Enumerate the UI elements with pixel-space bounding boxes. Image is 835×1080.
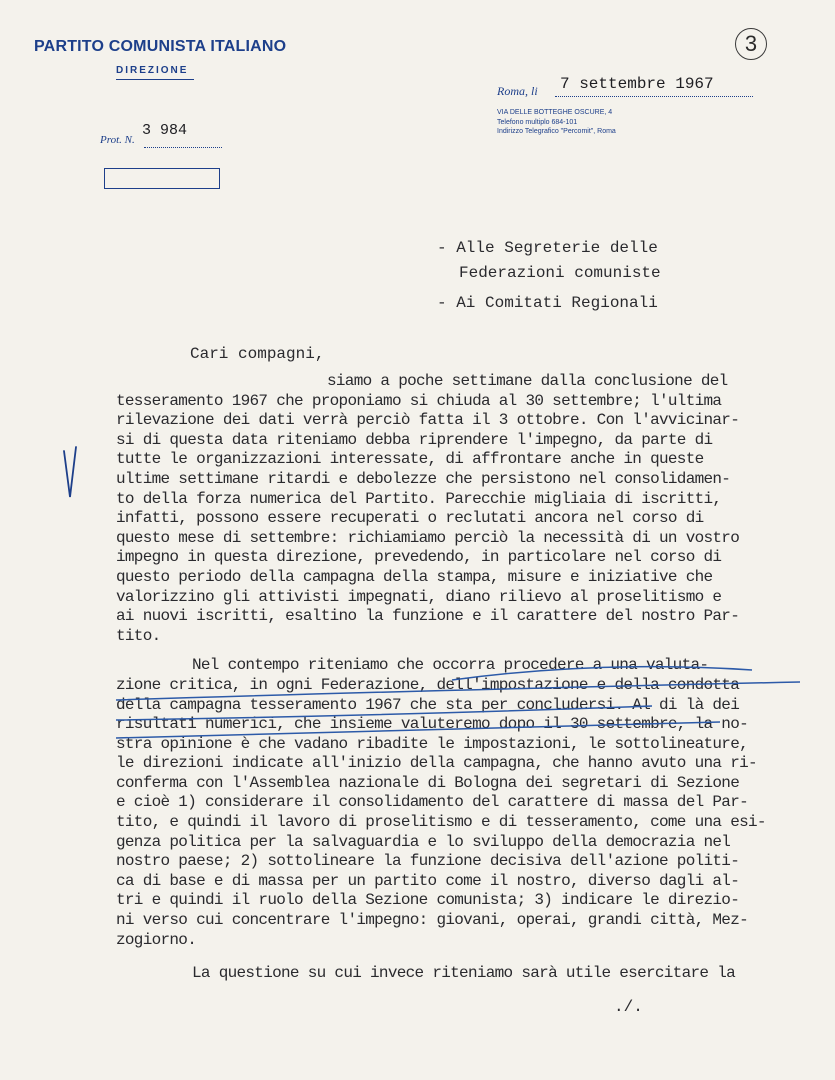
protocol-number: 3 984: [142, 122, 188, 139]
body-line: genza politica per la salvaguardia e lo sviluppo della democrazia nel: [116, 832, 731, 851]
body-line: tito.: [116, 626, 161, 645]
recipient-line: - Alle Segreterie delle: [437, 239, 658, 257]
party-name: PARTITO COMUNISTA ITALIANO: [34, 38, 287, 55]
reference-box: [104, 168, 220, 189]
body-line: zione critica, in ogni Federazione, dell'impostazione e della condotta: [116, 675, 740, 694]
body-line: tesseramento 1967 che proponiamo si chiuda al 30 settembre; l'ultima: [116, 391, 722, 410]
date-prefix: Roma, li: [497, 84, 538, 98]
continuation-mark: ./.: [614, 998, 643, 1016]
body-line: Nel contempo riteniamo che occorra procedere a una valuta-: [192, 656, 709, 675]
body-line: le direzioni indicate all'inizio della campagna, che hanno avuto una ri-: [116, 754, 757, 773]
body-line: to della forza numerica del Partito. Parecchie migliaia di iscritti,: [116, 489, 722, 508]
date-dotted-rule: [555, 96, 753, 97]
body-line: valorizzino gli attivisti impegnati, diano rilievo al proselitismo e: [116, 587, 722, 606]
salutation: Cari compagni,: [190, 345, 325, 363]
address-line: VIA DELLE BOTTEGHE OSCURE, 4: [497, 109, 613, 116]
body-line: siamo a poche settimane dalla conclusione del: [327, 372, 728, 390]
body-line: zogiorno.: [116, 930, 197, 949]
recipient-line: - Ai Comitati Regionali: [437, 294, 658, 312]
body-line: e cioè 1) considerare il consolidamento del carattere di massa del Par-: [116, 793, 749, 812]
body-line: tri e quindi il ruolo della Sezione comunista; 3) indicare le direzio-: [116, 891, 740, 910]
body-line: conferma con l'Assemblea nazionale di Bologna dei segretari di Sezione: [116, 773, 740, 792]
address-line: Indirizzo Telegrafico "Percomit", Roma: [497, 128, 616, 135]
protocol-label: Prot. N.: [100, 134, 135, 146]
page-stamp-number: 3: [735, 28, 767, 60]
body-line: infatti, possono essere recuperati o reclutati ancora nel corso di: [116, 509, 704, 528]
body-line: ultime settimane ritardi e debolezze che persistono nel consolidamen-: [116, 469, 731, 488]
body-line: ni verso cui concentrare l'impegno: giovani, operai, grandi città, Mez-: [116, 911, 749, 930]
address: [497, 108, 616, 137]
body-line: risultati numerici, che insieme valuteremo dopo il 30 settembre, la no-: [116, 715, 749, 734]
body-line: si di questa data riteniamo debba riprendere l'impegno, da parte di: [116, 430, 713, 449]
body-line: impegno in questa direzione, prevedendo, in particolare nel corso di: [116, 548, 722, 567]
body-line: questo periodo della campagna della stampa, misure e iniziative che: [116, 567, 713, 586]
margin-check-mark: [60, 445, 80, 505]
letter-body: [116, 372, 766, 984]
address-line: Telefono multiplo 684-101: [497, 118, 578, 126]
body-line: questo mese di settembre: richiamiamo perciò la necessità di un vostro: [116, 528, 740, 547]
protocol-dotted-rule: [144, 147, 222, 148]
body-line: ai nuovi iscritti, esaltino la funzione e il carattere del nostro Par-: [116, 607, 740, 626]
letterhead: [34, 38, 287, 76]
body-line: rilevazione dei dati verrà perciò fatta il 3 ottobre. Con l'avvicinar-: [116, 411, 740, 430]
department-rule: [116, 79, 194, 80]
body-line: tutte le organizzazioni interessate, di affrontare anche in queste: [116, 450, 704, 469]
body-line: nostro paese; 2) sottolineare la funzione decisiva dell'azione politi-: [116, 852, 740, 871]
body-line: stra opinione è che vadano ribadite le impostazioni, le sottolineature,: [116, 734, 749, 753]
body-line: della campagna tesseramento 1967 che sta per concludersi. Al di là dei: [116, 695, 740, 714]
recipients: [437, 236, 661, 316]
date-value: 7 settembre 1967: [560, 75, 714, 93]
department-name: DIREZIONE: [116, 65, 189, 76]
body-line: La questione su cui invece riteniamo sarà utile esercitare la: [192, 964, 735, 983]
recipient-line: Federazioni comuniste: [459, 263, 661, 282]
body-line: tito, e quindi il lavoro di proselitismo e di tesseramento, come una esi-: [116, 813, 766, 832]
body-line: ca di base e di massa per un partito come il nostro, diverso dagli al-: [116, 871, 740, 890]
